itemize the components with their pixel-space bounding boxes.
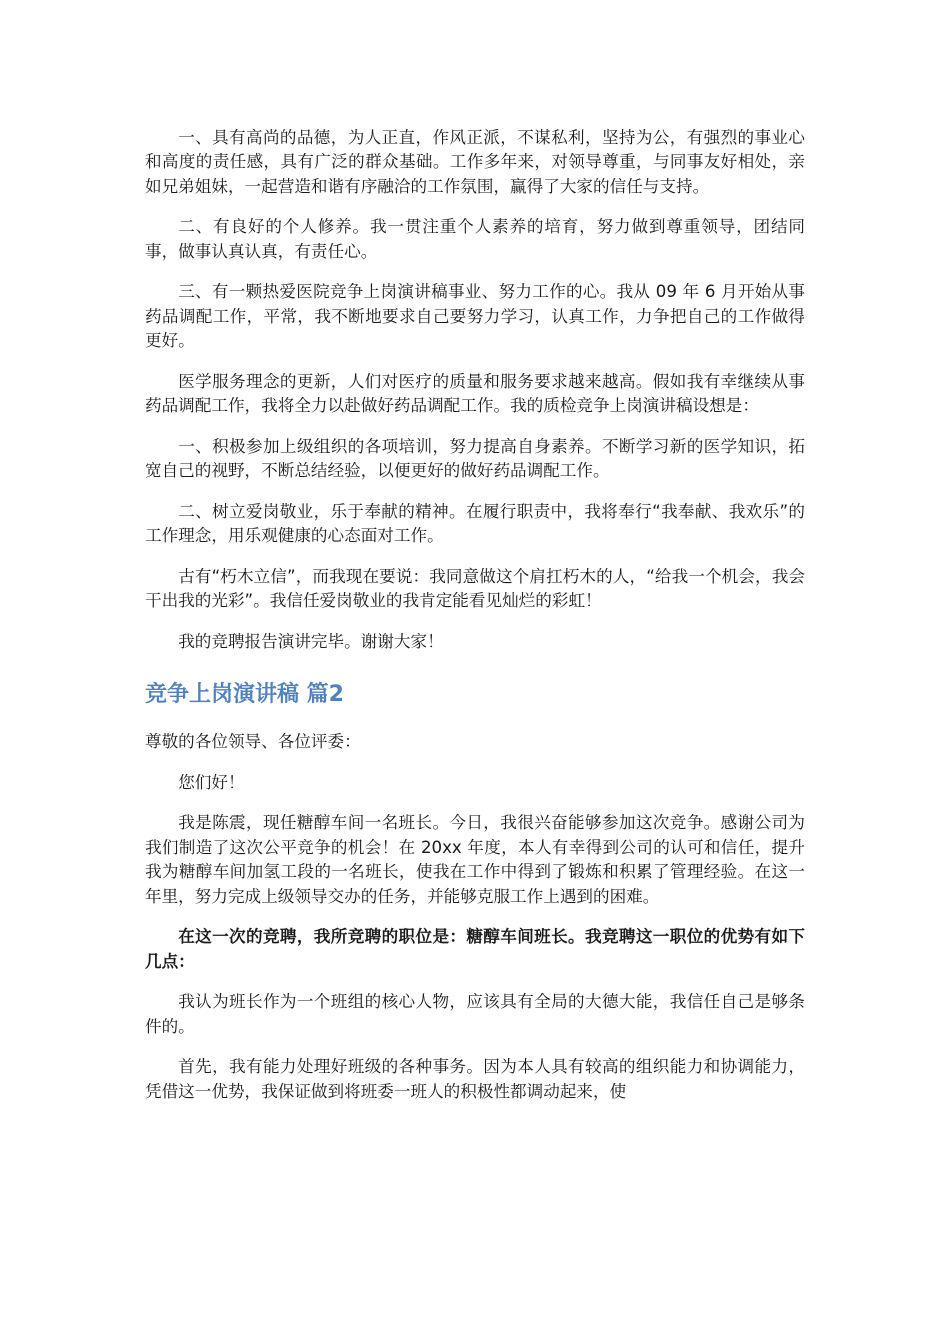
paragraph: 二、有良好的个人修养。我一贯注重个人素养的培育，努力做到尊重领导，团结同事，做事认真认真，有责任心。	[145, 217, 805, 261]
paragraph: 三、有一颗热爱医院竞争上岗演讲稿事业、努力工作的心。我从 09 年 6 月开始从事药品调配工作，平常，我不断地要求自己要努力学习，认真工作，力争把自己的工作做得更好。	[145, 282, 805, 351]
paragraph: 一、具有高尚的品德，为人正直，作风正派，不谋私利，坚持为公，有强烈的事业心和高度的责任感，具有广泛的群众基础。工作多年来，对领导尊重，与同事友好相处，亲如兄弟姐妹，一起营造和谐有序融洽的工作氛围，赢得了大家的信任与支持。	[145, 128, 805, 196]
paragraph: 我的竞聘报告演讲完毕。谢谢大家！	[178, 631, 444, 651]
paragraph: 古有“朽木立信”，而我现在要说：我同意做这个肩扛朽木的人，“给我一个机会，我会干出我的光彩”。我信任爱岗敬业的我肯定能看见灿烂的彩虹！	[145, 566, 805, 611]
paragraph: 我是陈震，现任糖醇车间一名班长。今日，我很兴奋能够参加这次竞争。感谢公司为我们制造了这次公平竞争的机会！在 20xx 年度，本人有幸得到公司的认可和信任，提升我为糖醇车间加氢工段的一名班长，使我在工作中得到了锻炼和积累了管理经验。在这一年里，努力完成上级领导交办的任务，并能够克服工作上遇到的困难。	[145, 813, 805, 906]
bold-paragraph: 在这一次的竞聘，我所竞聘的职位是：糖醇车间班长。我竞聘这一职位的优势有如下几点：	[145, 927, 805, 971]
paragraph: 二、树立爱岗敬业，乐于奉献的精神。在履行职责中，我将奉行“我奉献、我欢乐”的工作理念，用乐观健康的心态面对工作。	[145, 501, 805, 546]
paragraph: 我认为班长作为一个班组的核心人物，应该具有全局的大德大能，我信任自己是够条件的。	[145, 992, 805, 1036]
document-page	[145, 126, 805, 1120]
section-heading: 竞争上岗演讲稿 篇2	[145, 682, 344, 708]
greeting: 您们好！	[178, 772, 245, 792]
paragraph: 首先，我有能力处理好班级的各种事务。因为本人具有较高的组织能力和协调能力，凭借这一优势，我保证做到将班委一班人的积极性都调动起来，使	[145, 1057, 805, 1101]
salutation: 尊敬的各位领导、各位评委：	[145, 732, 361, 752]
paragraph: 一、积极参加上级组织的各项培训，努力提高自身素养。不断学习新的医学知识，拓宽自己的视野，不断总结经验，以便更好的做好药品调配工作。	[145, 436, 805, 481]
paragraph: 医学服务理念的更新，人们对医疗的质量和服务要求越来越高。假如我有幸继续从事药品调配工作，我将全力以赴做好药品调配工作。我的质检竞争上岗演讲稿设想是：	[145, 371, 805, 416]
